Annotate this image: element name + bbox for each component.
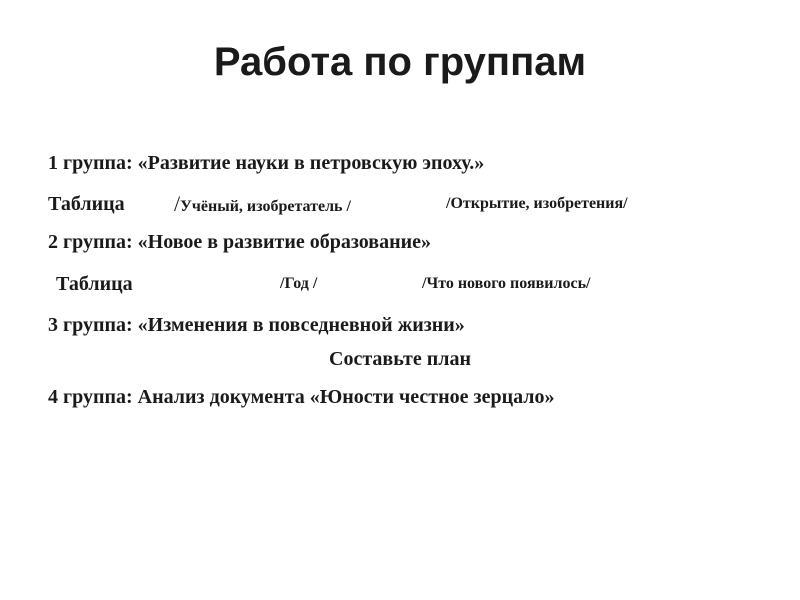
- group-1-table-column-1-slash: /: [174, 191, 181, 216]
- group-1-table-column-1-text: Учёный, изобретатель /: [180, 198, 351, 215]
- group-3-topic: 3 группа: «Изменения в повседневной жизни»: [48, 314, 465, 336]
- group-1-table-column-1: [174, 191, 351, 220]
- group-2-table-row: [56, 271, 591, 297]
- page-title: Работа по группам: [213, 40, 587, 84]
- group-3-task: Составьте план: [329, 348, 471, 370]
- group-1-table-row: [48, 191, 628, 217]
- group-2-topic: 2 группа: «Новое в развитие образование»: [48, 231, 432, 253]
- group-1-table-label: Таблица: [48, 193, 125, 215]
- group-1-table-column-2: /Открытие, изобретения/: [446, 195, 628, 212]
- group-2-table-label: Таблица: [56, 273, 133, 295]
- group-2-table-column-2: /Что нового появилось/: [422, 275, 591, 292]
- group-1-topic: 1 группа: «Развитие науки в петровскую эпоху.»: [48, 152, 485, 174]
- group-4-topic: 4 группа: Анализ документа «Юности честное зерцало»: [48, 386, 555, 408]
- group-2-table-column-1: /Год /: [280, 275, 318, 292]
